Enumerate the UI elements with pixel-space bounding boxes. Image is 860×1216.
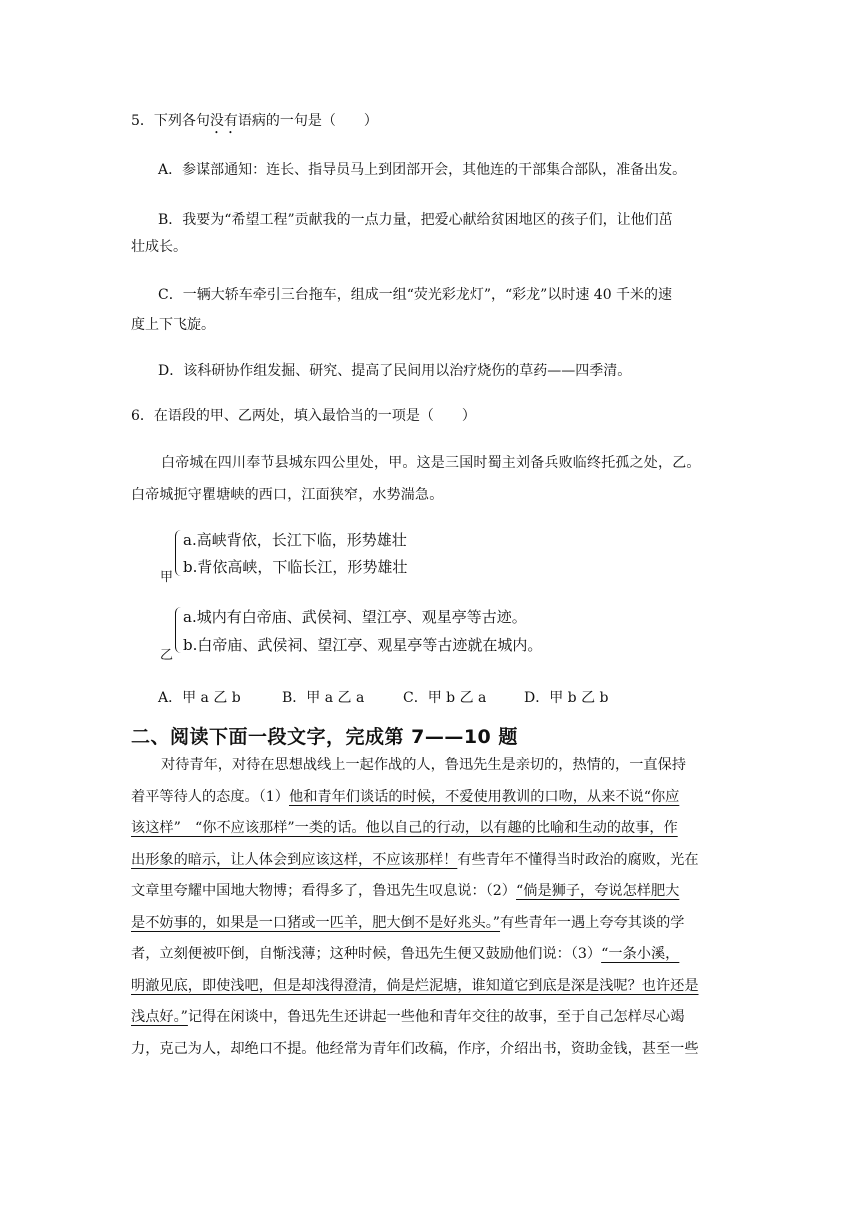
passage-line [131, 782, 733, 814]
underlined-text: 该这样” “你不应该那样”一类的话。他以自己的行动，以有趣的比喻和生动的故事，作 [131, 820, 678, 836]
yi-option-a: a.城内有白帝庙、武侯祠、望江亭、观星亭等古迹。 [183, 608, 527, 626]
yi-option-b: b.白帝庙、武侯祠、望江亭、观星亭等古迹就在城内。 [183, 636, 543, 654]
q5-option-b-line2: 壮成长。 [131, 239, 187, 255]
q5-stem-emphasis: 没有 [209, 113, 238, 129]
section2-passage [131, 750, 733, 1065]
underlined-text: 明澈见底，即使浅吧，但是却浅得澄清，倘是烂泥塘，谁知道它到底是深是浅呢？也许还是 [131, 977, 699, 994]
q6-option-a: A．甲 a 乙 b [158, 690, 241, 706]
q6-option-d: D．甲 b 乙 b [524, 690, 609, 706]
passage-line [131, 813, 733, 845]
jia-label: 甲 [160, 570, 174, 585]
passage-line [131, 1002, 733, 1034]
jia-option-b: b.背依高峡，下临长江，形势雄壮 [183, 558, 408, 576]
underlined-text: “一条小溪， [601, 946, 680, 962]
q5-option-c-line2: 度上下飞旋。 [131, 317, 215, 333]
passage-line [131, 908, 733, 940]
q5-option-b-line1: B．我要为“希望工程”贡献我的一点力量，把爱心献给贫困地区的孩子们，让他们茁 [158, 212, 673, 228]
passage-text: 着平等待人的态度。（1） [131, 788, 289, 805]
q6-option-b: B．甲 a 乙 a [282, 690, 365, 706]
passage-line [131, 750, 733, 782]
passage-text: 记得在闲谈中，鲁迅先生还讲起一些他和青年交往的故事，至于自己怎样尽心竭 [187, 1009, 685, 1025]
jia-option-a: a.高峡背依，长江下临，形势雄壮 [183, 531, 407, 549]
q6-passage-line1: 白帝城在四川奉节县城东四公里处，甲。这是三国时蜀主刘备兵败临终托孤之处，乙。 [161, 455, 701, 471]
yi-brace [175, 607, 183, 653]
q6-option-c: C．甲 b 乙 a [403, 690, 487, 706]
q5-stem [131, 110, 378, 137]
passage-text: 对待青年，对待在思想战线上一起作战的人，鲁迅先生是亲切的，热情的，一直保持 [161, 757, 686, 773]
q6-stem: 6．在语段的甲、乙两处，填入最恰当的一项是（ ） [131, 408, 476, 424]
q6-passage-line2: 白帝城扼守瞿塘峡的西口，江面狭窄，水势湍急。 [131, 487, 444, 503]
q5-stem-suffix: 语病的一句是（ ） [237, 113, 378, 129]
passage-text: 有些青年一遇上夸夸其谈的学 [500, 914, 685, 931]
passage-line [131, 845, 733, 877]
underlined-text: 出形象的暗示，让人体会到应该这样，不应该那样！ [131, 851, 458, 868]
underlined-text: 是不妨事的，如果是一口猪或一匹羊，肥大倒不是好兆头。” [131, 914, 501, 931]
passage-text: 有些青年不懂得当时政治的腐败，光在 [457, 851, 699, 868]
yi-label: 乙 [160, 648, 174, 663]
passage-text: 文章里夸耀中国地大物博；看得多了，鲁迅先生叹息说：（2） [131, 883, 516, 899]
passage-line [131, 1034, 733, 1066]
passage-text: 者，立刻便被吓倒，自惭浅薄；这种时候，鲁迅先生便又鼓励他们说：（3） [131, 946, 602, 962]
passage-line [131, 971, 733, 1003]
q5-option-a: A．参谋部通知：连长、指导员马上到团部开会，其他连的干部集合部队，准备出发。 [158, 162, 687, 178]
underlined-text: 浅点好。” [131, 1009, 188, 1025]
passage-line [131, 876, 733, 908]
underlined-text: 他和青年们谈话的时候，不爱使用教训的口吻，从来不说“你应 [289, 788, 680, 805]
section2-heading: 二、阅读下面一段文字，完成第 7——10 题 [131, 726, 518, 748]
passage-text: 力，克己为人，却绝口不提。他经常为青年们改稿，作序，介绍出书，资助金钱，甚至一些 [131, 1040, 699, 1057]
q5-stem-prefix: 5．下列各句 [131, 113, 210, 129]
underlined-text: “倘是狮子，夸说怎样肥大 [516, 883, 680, 899]
passage-line [131, 939, 733, 971]
q5-option-c-line1: C．一辆大轿车牵引三台拖车，组成一组“荧光彩龙灯”，“彩龙”以时速 40 千米的速 [158, 287, 673, 303]
jia-brace [175, 530, 183, 576]
q5-option-d: D．该科研协作组发掘、研究、提高了民间用以治疗烧伤的草药——四季清。 [158, 363, 632, 379]
